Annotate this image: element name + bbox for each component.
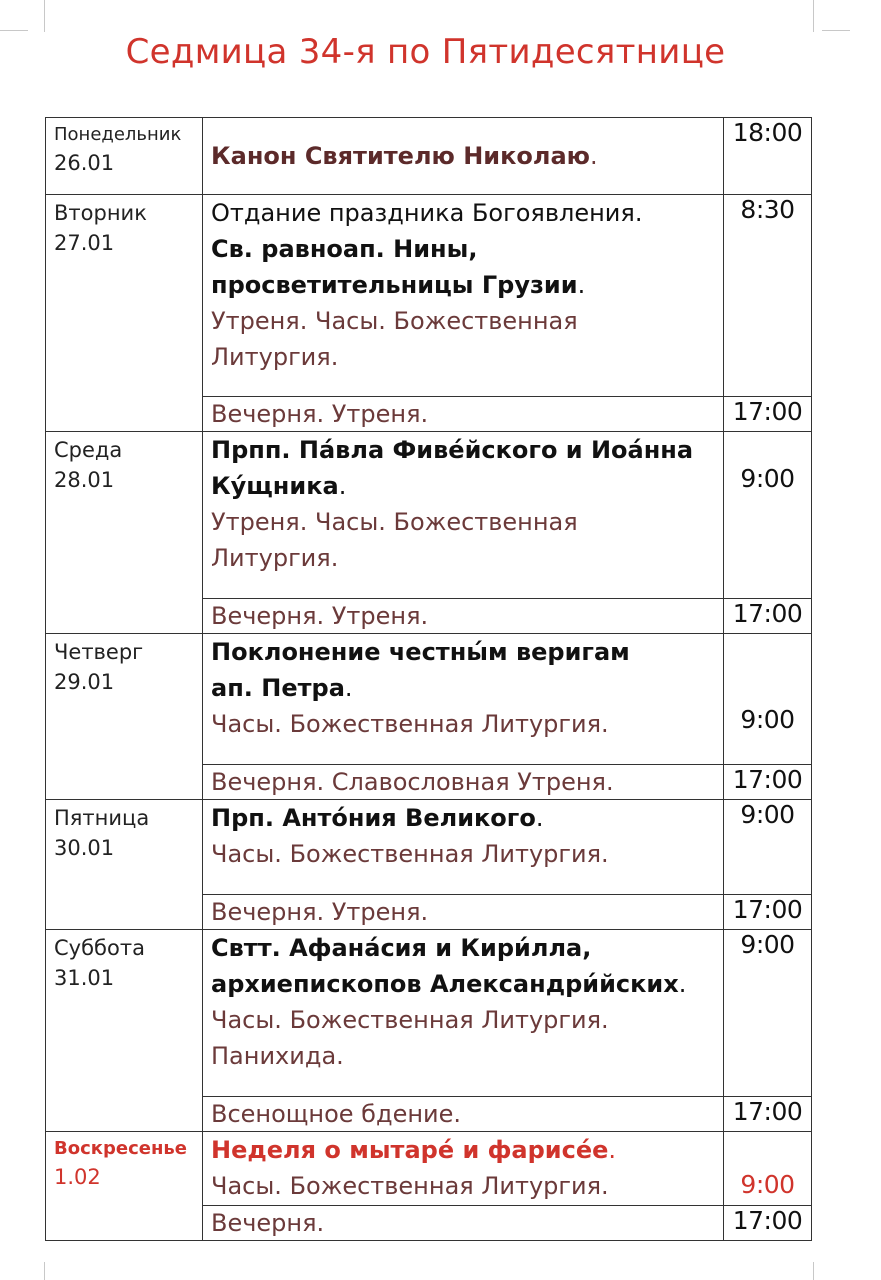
table-row (46, 634, 812, 765)
feast-title: Прп. Анто́ния Великого (211, 804, 536, 832)
crop-mark (0, 30, 28, 31)
service-time: 9:00 (724, 800, 812, 895)
service-line: Часы. Божественная Литургия. (211, 710, 609, 738)
service-cell (203, 895, 724, 930)
service-line: Всенощное бдение. (211, 1100, 462, 1128)
feast-title: Канон Святителю Николаю (211, 142, 590, 170)
service-time: 9:00 (724, 432, 812, 599)
table-row (46, 118, 812, 195)
table-row (46, 800, 812, 895)
day-cell (46, 1132, 203, 1241)
service-time: 17:00 (724, 895, 812, 930)
service-cell: Канон Святителю Николаю. (203, 118, 724, 195)
schedule-table (45, 117, 812, 1241)
service-cell: Поклонение честны́м веригам ап. Петра. Часы. Божественная Литургия. (203, 634, 724, 765)
service-time: 17:00 (724, 599, 812, 634)
service-line: Вечерня. Славословная Утреня. (211, 768, 614, 796)
crop-mark (813, 1262, 814, 1280)
service-cell: Отдание праздника Богоявления. Св. равноап. Нины, просветительницы Грузии. Утреня. Часы. Божественная Литургия. (203, 195, 724, 397)
feast-title: архиепископов Александри́йских (211, 970, 679, 998)
day-name: Четверг (54, 640, 144, 664)
service-cell (203, 599, 724, 634)
service-time: 17:00 (724, 765, 812, 800)
day-cell (46, 118, 203, 195)
service-time: 17:00 (724, 397, 812, 432)
service-line: Вечерня. Утреня. (211, 898, 429, 926)
feast-title: Св. равноап. Нины, (211, 235, 478, 263)
day-date: 28.01 (54, 468, 115, 492)
service-line: Литургия. (211, 343, 339, 371)
service-time: 17:00 (724, 1206, 812, 1241)
service-line: Утреня. Часы. Божественная (211, 307, 578, 335)
feast-title: Поклонение честны́м веригам (211, 638, 630, 666)
day-cell (46, 432, 203, 634)
feast-title: ап. Петра (211, 674, 345, 702)
service-cell: Прпп. Па́вла Фиве́йского и Иоа́нна Ку́щника. Утреня. Часы. Божественная Литургия. (203, 432, 724, 599)
service-line: Вечерня. (211, 1209, 325, 1237)
day-date: 27.01 (54, 231, 115, 255)
service-time: 17:00 (724, 1097, 812, 1132)
table-row (46, 432, 812, 599)
service-cell (203, 765, 724, 800)
day-date: 31.01 (54, 966, 115, 990)
service-time: 9:00 (724, 930, 812, 1097)
day-cell (46, 800, 203, 930)
day-cell (46, 634, 203, 800)
table-row (46, 1132, 812, 1206)
feast-title: просветительницы Грузии (211, 271, 578, 299)
service-cell: Неделя о мытаре́ и фарисе́е. Часы. Божественная Литургия. (203, 1132, 724, 1206)
service-cell (203, 1206, 724, 1241)
service-line: Литургия. (211, 544, 339, 572)
service-cell: Свтт. Афана́сия и Кири́лла, архиепископов Александри́йских. Часы. Божественная Литургия. Панихида. (203, 930, 724, 1097)
day-name: Воскресенье (54, 1138, 187, 1159)
feast-title: Отдание праздника Богоявления. (211, 199, 643, 227)
crop-mark (822, 30, 850, 31)
service-line: Вечерня. Утреня. (211, 400, 429, 428)
feast-title: Прпп. Па́вла Фиве́йского и Иоа́нна (211, 436, 694, 464)
day-name: Понедельник (54, 124, 182, 145)
crop-mark (813, 0, 814, 32)
table-row (46, 930, 812, 1097)
service-line: Утреня. Часы. Божественная (211, 508, 578, 536)
service-line: Вечерня. Утреня. (211, 602, 429, 630)
day-name: Суббота (54, 936, 145, 960)
day-date: 1.02 (54, 1165, 101, 1189)
day-name: Среда (54, 438, 123, 462)
service-cell (203, 1097, 724, 1132)
service-cell: Прп. Анто́ния Великого. Часы. Божественная Литургия. (203, 800, 724, 895)
service-line: Часы. Божественная Литургия. (211, 840, 609, 868)
day-cell (46, 195, 203, 432)
service-time: 8:30 (724, 195, 812, 397)
day-name: Пятница (54, 806, 150, 830)
service-cell (203, 397, 724, 432)
feast-title: Неделя о мытаре́ и фарисе́е (211, 1136, 609, 1164)
table-row (46, 195, 812, 397)
crop-mark (44, 0, 45, 32)
day-name: Вторник (54, 201, 147, 225)
service-time: 9:00 (724, 634, 812, 765)
page-title: Седмица 34-я по Пятидесятнице (125, 32, 726, 72)
day-date: 30.01 (54, 836, 115, 860)
service-time: 18:00 (724, 118, 812, 195)
feast-title: Ку́щника (211, 472, 339, 500)
service-line: Часы. Божественная Литургия. (211, 1006, 609, 1034)
service-line: Панихида. (211, 1042, 344, 1070)
service-line: Часы. Божественная Литургия. (211, 1172, 609, 1200)
day-date: 26.01 (54, 151, 115, 175)
day-date: 29.01 (54, 670, 115, 694)
service-time: 9:00 (724, 1132, 812, 1206)
feast-title: Свтт. Афана́сия и Кири́лла, (211, 934, 592, 962)
day-cell (46, 930, 203, 1132)
crop-mark (44, 1262, 45, 1280)
